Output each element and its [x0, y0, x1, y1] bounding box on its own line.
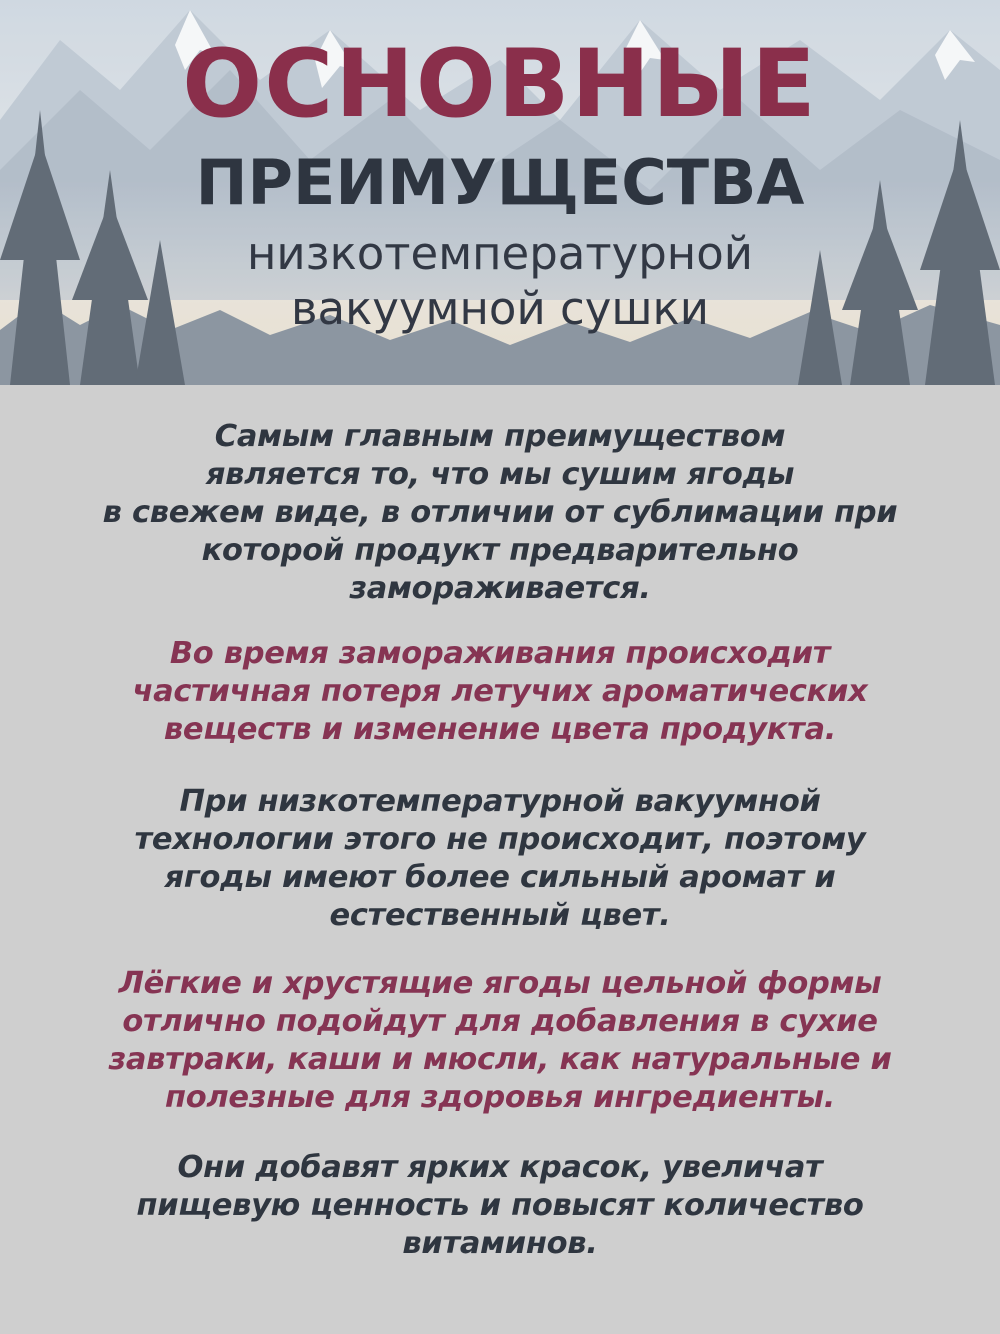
paragraph-line: витаминов.	[402, 1226, 598, 1261]
paragraph-line: отлично подойдут для добавления в сухие	[122, 1004, 878, 1039]
paragraph-line: технологии этого не происходит, поэтому	[134, 822, 866, 857]
paragraph-line: пищевую ценность и повысят количество	[136, 1188, 864, 1223]
paragraph-line: ягоды имеют более сильный аромат и	[164, 860, 836, 895]
content-panel	[0, 385, 1000, 1334]
paragraph-line: Лёгкие и хрустящие ягоды цельной формы	[118, 966, 882, 1001]
paragraph-line: При низкотемпературной вакуумной	[179, 784, 821, 819]
paragraph-line: полезные для здоровья ингредиенты.	[164, 1080, 836, 1115]
page-title: ОСНОВНЫЕ	[182, 30, 818, 139]
subtitle-line-2: вакуумной сушки	[291, 282, 709, 335]
subtitle-line-1: низкотемпературной	[246, 227, 753, 280]
paragraph-line: веществ и изменение цвета продукта.	[163, 712, 837, 747]
paragraph-vacuum-technology	[40, 783, 960, 935]
paragraph-line: которой продукт предварительно	[201, 533, 799, 568]
paragraph-line: частичная потеря летучих ароматических	[132, 674, 868, 709]
paragraph-line: является то, что мы сушим ягоды	[205, 457, 795, 492]
paragraph-line: естественный цвет.	[329, 898, 671, 933]
paragraph-crispy-berries	[40, 965, 960, 1117]
paragraph-line: Самым главным преимуществом	[214, 419, 786, 454]
header-banner	[0, 0, 1000, 385]
paragraph-freezing-loss	[40, 635, 960, 749]
paragraph-line: Во время замораживания происходит	[169, 636, 831, 671]
paragraph-main-advantage	[40, 418, 960, 608]
paragraph-line: в свежем виде, в отличии от сублимации при	[102, 495, 898, 530]
paragraph-line: Они добавят ярких красок, увеличат	[177, 1150, 823, 1185]
page-subtitle: ПРЕИМУЩЕСТВА	[195, 146, 805, 219]
paragraph-nutrition	[40, 1149, 960, 1263]
paragraph-line: замораживается.	[349, 571, 651, 606]
paragraph-line: завтраки, каши и мюсли, как натуральные и	[108, 1042, 892, 1077]
